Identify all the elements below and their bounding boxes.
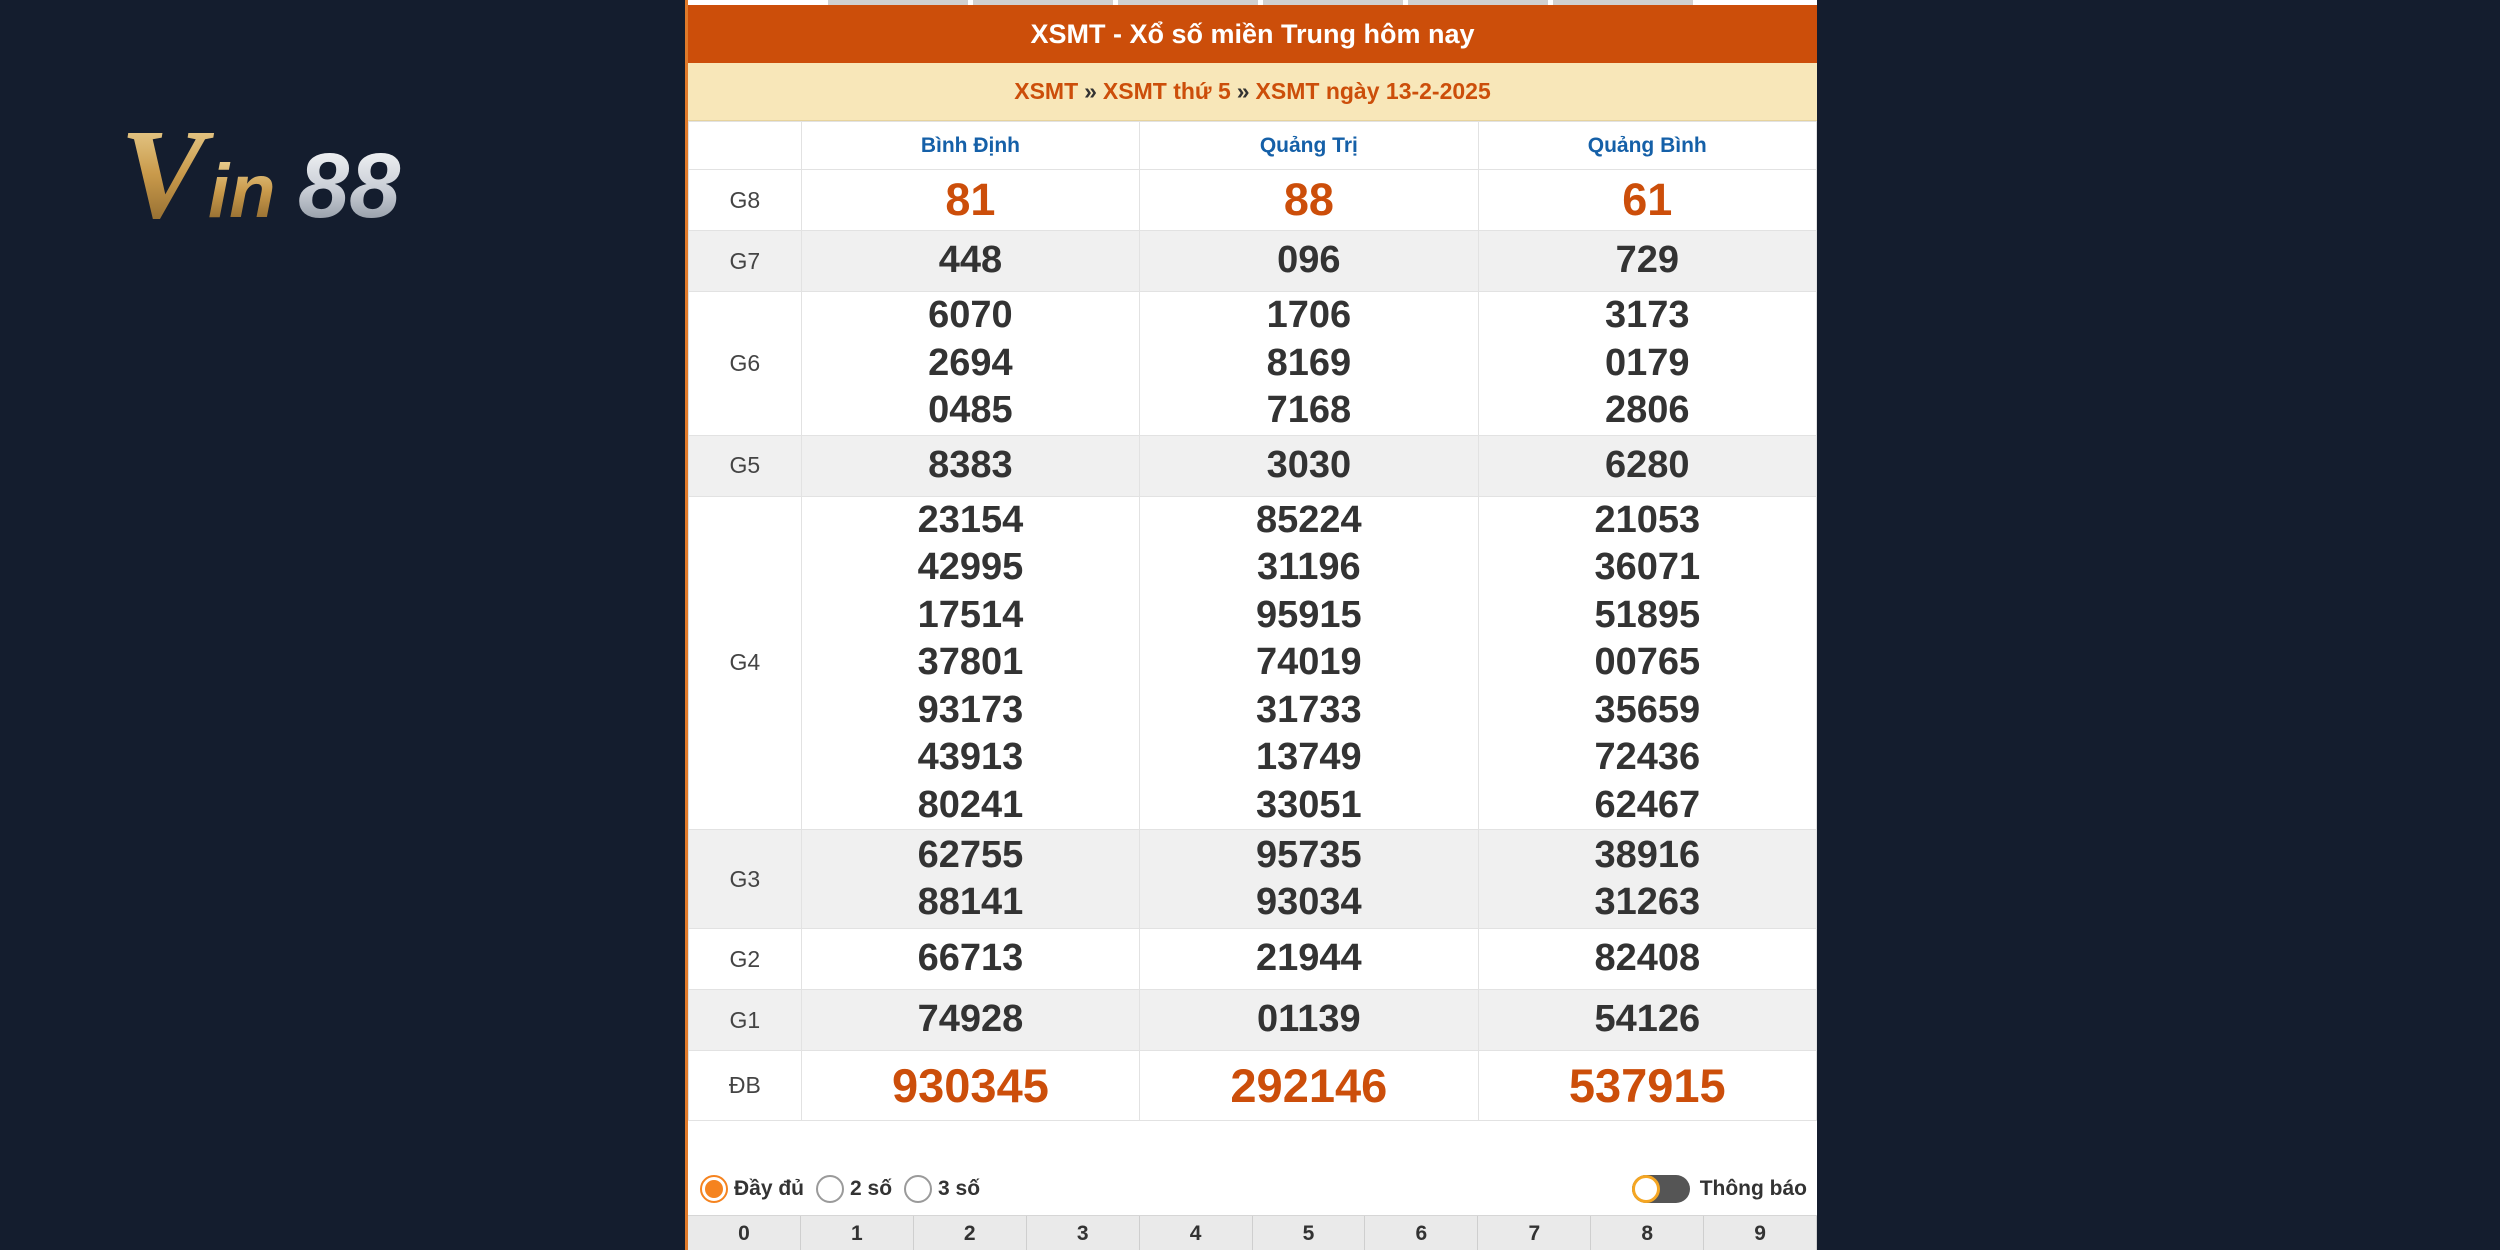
svg-text:88: 88	[298, 135, 401, 235]
prize-number[interactable]: 72436	[1594, 736, 1701, 778]
digit-filter-8[interactable]: 8	[1591, 1216, 1704, 1250]
prize-cell	[1140, 929, 1478, 990]
page-title: XSMT - Xổ số miền Trung hôm nay	[688, 5, 1817, 63]
digit-filter-3[interactable]: 3	[1027, 1216, 1140, 1250]
breadcrumb	[688, 63, 1817, 121]
prize-label: G7	[689, 231, 802, 292]
table-row	[689, 496, 1817, 830]
province-header[interactable]: Quảng Bình	[1478, 122, 1816, 170]
prize-number[interactable]: 2806	[1605, 389, 1690, 431]
digit-filter-2[interactable]: 2	[914, 1216, 1027, 1250]
notification-toggle[interactable]	[1632, 1175, 1690, 1203]
digit-filter-9[interactable]: 9	[1704, 1216, 1817, 1250]
prize-cell	[1140, 990, 1478, 1051]
prize-number[interactable]: 95735	[1256, 833, 1362, 876]
prize-number[interactable]: 00765	[1594, 641, 1701, 683]
prize-cell	[1140, 830, 1478, 929]
prize-cell	[1140, 231, 1478, 292]
prize-cell	[1140, 170, 1478, 231]
prize-cell	[801, 990, 1139, 1051]
prize-number[interactable]: 36071	[1594, 546, 1701, 588]
digit-filter-bar	[688, 1215, 1817, 1250]
prize-number[interactable]: 23154	[917, 498, 1024, 541]
prize-number[interactable]: 31733	[1256, 688, 1362, 731]
prize-label: G5	[689, 435, 802, 496]
radio-3-digits[interactable]	[904, 1175, 980, 1203]
prize-label: ĐB	[689, 1051, 802, 1121]
prize-number[interactable]: 930345	[892, 1058, 1049, 1112]
prize-number[interactable]: 448	[938, 239, 1003, 282]
prize-number[interactable]: 21944	[1256, 937, 1362, 980]
prize-number[interactable]: 8383	[928, 443, 1013, 486]
prize-number[interactable]: 74928	[917, 998, 1024, 1041]
table-row	[689, 435, 1817, 496]
prize-number[interactable]: 62755	[917, 833, 1024, 876]
prize-cell	[801, 496, 1139, 830]
prize-number[interactable]: 0179	[1605, 341, 1690, 384]
prize-number[interactable]: 0485	[928, 389, 1013, 431]
notification-label: Thông báo	[1699, 1177, 1807, 1200]
results-table	[688, 121, 1817, 1121]
prize-cell	[1478, 496, 1816, 830]
prize-number[interactable]: 33051	[1256, 783, 1362, 826]
prize-label: G6	[689, 292, 802, 436]
digit-filter-7[interactable]: 7	[1478, 1216, 1591, 1250]
svg-text:V: V	[120, 115, 206, 235]
prize-number[interactable]: 292146	[1230, 1058, 1388, 1112]
prize-number[interactable]: 38916	[1594, 833, 1701, 876]
digit-filter-6[interactable]: 6	[1365, 1216, 1478, 1250]
prize-cell	[1478, 1051, 1816, 1121]
table-row	[689, 1051, 1817, 1121]
prize-cell	[1478, 435, 1816, 496]
svg-text:in: in	[208, 149, 276, 234]
prize-cell	[1478, 990, 1816, 1051]
prize-label: G3	[689, 830, 802, 929]
prize-label: G4	[689, 496, 802, 830]
prize-number[interactable]: 3030	[1266, 443, 1352, 486]
prize-number[interactable]: 93173	[917, 688, 1024, 731]
breadcrumb-link-xsmt-date[interactable]: XSMT ngày 13-2-2025	[1255, 78, 1491, 104]
prize-number[interactable]: 31196	[1257, 546, 1361, 588]
prize-cell	[1140, 435, 1478, 496]
digit-filter-5[interactable]: 5	[1253, 1216, 1366, 1250]
prize-number[interactable]: 35659	[1594, 688, 1701, 731]
prize-cell	[1140, 496, 1478, 830]
prize-label: G1	[689, 990, 802, 1051]
prize-number[interactable]: 74019	[1256, 641, 1362, 683]
radio-circle-icon[interactable]	[700, 1175, 728, 1203]
table-row	[689, 231, 1817, 292]
breadcrumb-link-xsmt[interactable]: XSMT	[1014, 78, 1079, 104]
prize-number[interactable]: 43913	[917, 736, 1024, 778]
vin88-logo	[120, 115, 490, 235]
prize-number[interactable]: 7168	[1266, 389, 1352, 431]
digit-filter-1[interactable]: 1	[801, 1216, 914, 1250]
prize-number[interactable]: 6280	[1605, 443, 1690, 486]
digit-filter-0[interactable]: 0	[688, 1216, 801, 1250]
prize-number[interactable]: 51895	[1594, 593, 1701, 636]
radio-label: 3 số	[938, 1177, 981, 1200]
prize-number[interactable]: 81	[945, 174, 996, 226]
radio-label: Đầy đủ	[734, 1177, 805, 1200]
prize-cell	[1140, 292, 1478, 436]
table-row	[689, 929, 1817, 990]
prize-number[interactable]: 21053	[1594, 498, 1701, 541]
prize-cell	[801, 1051, 1139, 1121]
radio-circle-icon[interactable]	[816, 1175, 844, 1203]
prize-number[interactable]: 8169	[1266, 341, 1352, 384]
prize-cell	[1478, 929, 1816, 990]
prize-number[interactable]: 54126	[1594, 998, 1701, 1041]
prize-cell	[1478, 170, 1816, 231]
prize-number[interactable]: 62467	[1594, 783, 1701, 826]
toggle-knob-icon	[1632, 1175, 1660, 1203]
radio-full[interactable]	[700, 1175, 804, 1203]
table-row	[689, 170, 1817, 231]
prize-number[interactable]: 2694	[928, 341, 1013, 384]
prize-cell	[801, 231, 1139, 292]
prize-number[interactable]: 80241	[917, 783, 1024, 826]
prize-label: G8	[689, 170, 802, 231]
display-options	[688, 1163, 1817, 1215]
prize-number[interactable]: 17514	[917, 593, 1024, 636]
breadcrumb-link-xsmt-thu-5[interactable]: XSMT thứ 5	[1102, 78, 1231, 104]
prize-number[interactable]: 1706	[1266, 294, 1352, 336]
prize-number[interactable]: 096	[1277, 239, 1341, 282]
prize-number[interactable]: 88141	[917, 881, 1024, 923]
radio-circle-icon[interactable]	[904, 1175, 932, 1203]
table-row	[689, 830, 1817, 929]
prize-cell	[1478, 292, 1816, 436]
lottery-panel	[685, 0, 1817, 1250]
radio-2-digits[interactable]	[816, 1175, 892, 1203]
prize-number[interactable]: 6070	[928, 294, 1013, 336]
header-blank	[689, 122, 802, 170]
prize-cell	[1478, 231, 1816, 292]
prize-cell	[801, 292, 1139, 436]
prize-number[interactable]: 01139	[1257, 998, 1361, 1041]
prize-cell	[801, 435, 1139, 496]
radio-label: 2 số	[850, 1177, 893, 1200]
prize-number[interactable]: 93034	[1256, 881, 1362, 923]
prize-number[interactable]: 729	[1615, 239, 1679, 282]
table-row	[689, 990, 1817, 1051]
notification-toggle-group	[1632, 1175, 1807, 1203]
prize-number[interactable]: 85224	[1256, 498, 1362, 541]
prize-number[interactable]: 13749	[1256, 736, 1362, 778]
prize-number[interactable]: 537915	[1568, 1058, 1726, 1112]
province-header[interactable]: Quảng Trị	[1140, 122, 1478, 170]
prize-number[interactable]: 95915	[1256, 593, 1362, 636]
prize-cell	[1478, 830, 1816, 929]
prize-number[interactable]: 37801	[917, 641, 1024, 683]
breadcrumb-separator: »	[1236, 78, 1250, 104]
table-row	[689, 292, 1817, 436]
prize-label: G2	[689, 929, 802, 990]
prize-number[interactable]: 42995	[917, 546, 1024, 588]
prize-cell	[801, 830, 1139, 929]
table-header-row	[689, 122, 1817, 170]
breadcrumb-separator: »	[1084, 78, 1097, 104]
prize-number[interactable]: 31263	[1594, 881, 1701, 923]
prize-number[interactable]: 66713	[917, 937, 1024, 980]
digit-filter-4[interactable]: 4	[1140, 1216, 1253, 1250]
prize-cell	[801, 170, 1139, 231]
prize-cell	[801, 929, 1139, 990]
prize-cell	[1140, 1051, 1478, 1121]
prize-number[interactable]: 3173	[1605, 294, 1690, 336]
prize-number[interactable]: 88	[1283, 174, 1334, 226]
province-header[interactable]: Bình Định	[801, 122, 1139, 170]
prize-number[interactable]: 82408	[1594, 937, 1701, 980]
prize-number[interactable]: 61	[1622, 174, 1673, 226]
